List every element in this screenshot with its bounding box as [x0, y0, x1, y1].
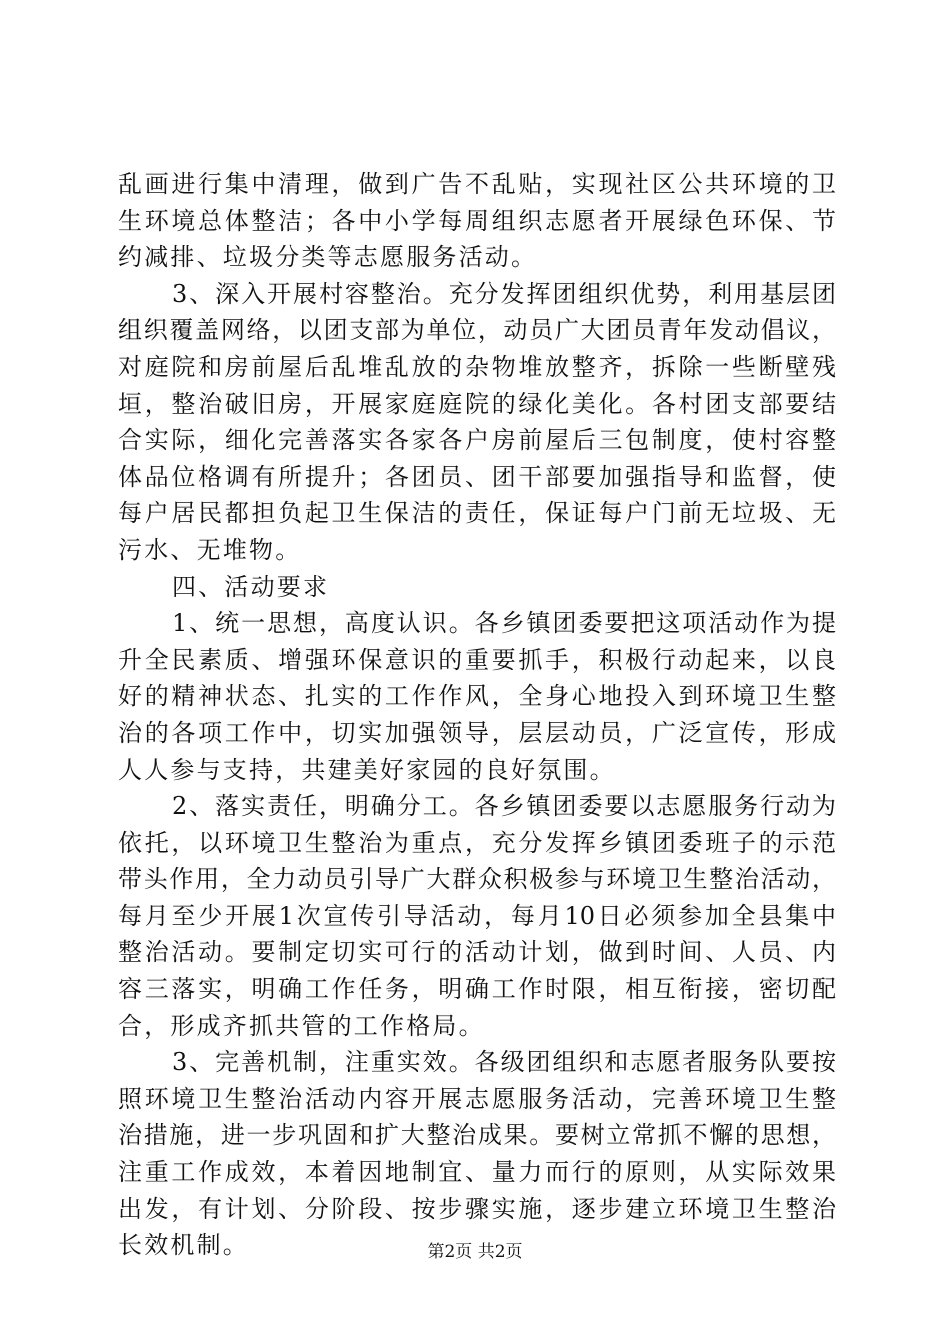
text-line: 每月至少开展1次宣传引导活动，每月10日必须参加全县集中: [118, 901, 836, 930]
text-line: 3、完善机制，注重实效。各级团组织和志愿者服务队要按: [172, 1048, 836, 1077]
text-line: 体品位格调有所提升；各团员、团干部要加强指导和监督，使: [118, 462, 836, 491]
text-line: 四、活动要求: [172, 572, 330, 601]
page-footer: 第2页 共2页: [427, 1242, 523, 1262]
text-line: 容三落实，明确工作任务，明确工作时限，相互衔接，密切配: [118, 975, 836, 1004]
text-line: 污水、无堆物。: [118, 535, 302, 564]
text-line: 注重工作成效，本着因地制宜、量力而行的原则，从实际效果: [118, 1158, 836, 1187]
text-line: 照环境卫生整治活动内容开展志愿服务活动，完善环境卫生整: [118, 1084, 836, 1113]
text-line: 合实际，细化完善落实各家各户房前屋后三包制度，使村容整: [118, 426, 836, 455]
text-line: 合，形成齐抓共管的工作格局。: [118, 1011, 485, 1040]
text-line: 治的各项工作中，切实加强领导，层层动员，广泛宣传，形成: [118, 718, 836, 747]
text-line: 出发，有计划、分阶段、按步骤实施，逐步建立环境卫生整治: [118, 1194, 836, 1223]
text-line: 乱画进行集中清理，做到广告不乱贴，实现社区公共环境的卫: [118, 170, 836, 198]
text-line: 1、统一思想，高度认识。各乡镇团委要把这项活动作为提: [172, 609, 836, 638]
text-line: 整治活动。要制定切实可行的活动计划，做到时间、人员、内: [118, 938, 836, 967]
text-line: 约减排、垃圾分类等志愿服务活动。: [118, 243, 538, 272]
text-line: 人人参与支持，共建美好家园的良好氛围。: [118, 755, 616, 784]
text-line: 好的精神状态、扎实的工作作风，全身心地投入到环境卫生整: [118, 682, 836, 711]
text-line: 依托，以环境卫生整治为重点，充分发挥乡镇团委班子的示范: [118, 828, 836, 857]
text-line: 2、落实责任，明确分工。各乡镇团委要以志愿服务行动为: [172, 792, 836, 821]
text-line: 升全民素质、增强环保意识的重要抓手，积极行动起来，以良: [118, 645, 836, 674]
text-line: 生环境总体整洁；各中小学每周组织志愿者开展绿色环保、节: [118, 206, 836, 235]
text-line: 长效机制。: [118, 1231, 249, 1260]
text-line: 垣，整治破旧房，开展家庭庭院的绿化美化。各村团支部要结: [118, 389, 836, 418]
text-line: 对庭院和房前屋后乱堆乱放的杂物堆放整齐，拆除一些断壁残: [118, 352, 836, 381]
text-line: 每户居民都担负起卫生保洁的责任，保证每户门前无垃圾、无: [118, 499, 836, 528]
text-line: 组织覆盖网络，以团支部为单位，动员广大团员青年发动倡议，: [118, 316, 836, 345]
text-line: 带头作用，全力动员引导广大群众积极参与环境卫生整治活动，: [118, 865, 836, 894]
text-line: 3、深入开展村容整治。充分发挥团组织优势，利用基层团: [172, 279, 836, 308]
document-body: [118, 166, 836, 1264]
text-line: 治措施，进一步巩固和扩大整治成果。要树立常抓不懈的思想，: [118, 1121, 836, 1150]
